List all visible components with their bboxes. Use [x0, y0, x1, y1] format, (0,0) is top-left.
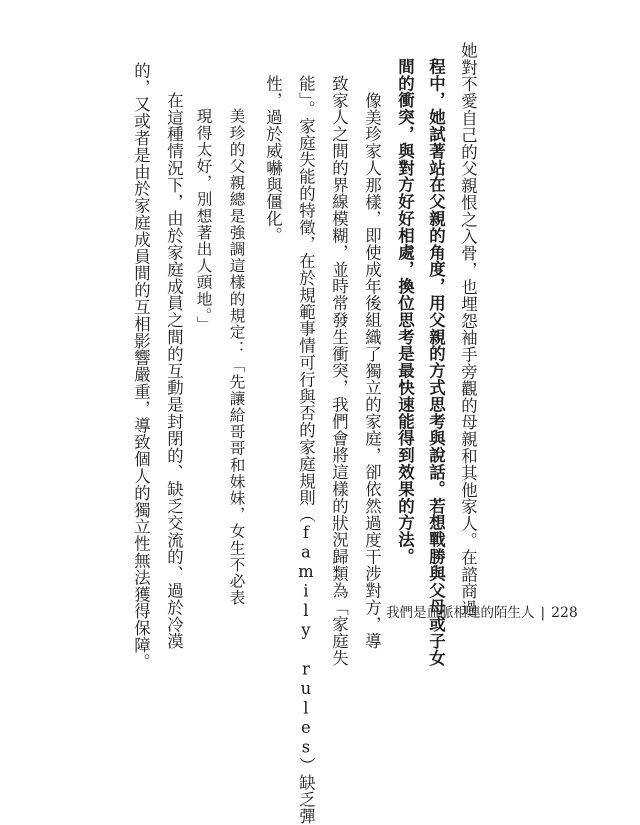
text-column-2-emphasis: 程中，她試著站在父親的角度，用父親的方式思考與說話。若想戰勝與父母或子女	[426, 58, 446, 667]
page-number: 228	[551, 605, 578, 621]
text-column-9: 的，又或者是由於家庭成員間的互相影響嚴重，導致個人的獨立性無法獲得保障。	[131, 62, 151, 671]
text-column-8: 在這種情況下，由於家庭成員之間的互動是封閉的、缺乏交流的、過於冷漠	[164, 92, 184, 650]
text-column-3-emphasis: 間的衝突，與對方好好相處，換位思考是最快速能得到效果的方法。	[395, 58, 415, 565]
text-column-5: 致家人之間的界線模糊，並時常發生衝突，我們會將這樣的狀況歸類為「家庭失	[329, 75, 349, 667]
text-column-4: 像美珍家人那樣，即使成年後組織了獨立的家庭，卻依然過度干涉對方，導	[362, 92, 382, 650]
text-column-7: 性，過於威嚇與僵化。	[263, 75, 283, 244]
text-column-1: 她對不愛自己的父親恨之入骨，也埋怨袖手旁觀的母親和其他家人。在諮商過	[458, 42, 478, 617]
quote-column-1: 美珍的父親總是強調這樣的規定：「先讓給哥哥和妹妹，女生不必表	[227, 108, 246, 606]
page-footer	[386, 601, 578, 621]
footer-separator: |	[540, 605, 546, 621]
running-title: 我們是血脈相連的陌生人	[386, 605, 535, 621]
quote-column-2: 現得太好，別想著出人頭地。」	[194, 108, 213, 333]
text-column-6: 能」。家庭失能的特徵，在於規範事情可行與否的家庭規則（family rules）缺乏彈	[296, 75, 316, 825]
